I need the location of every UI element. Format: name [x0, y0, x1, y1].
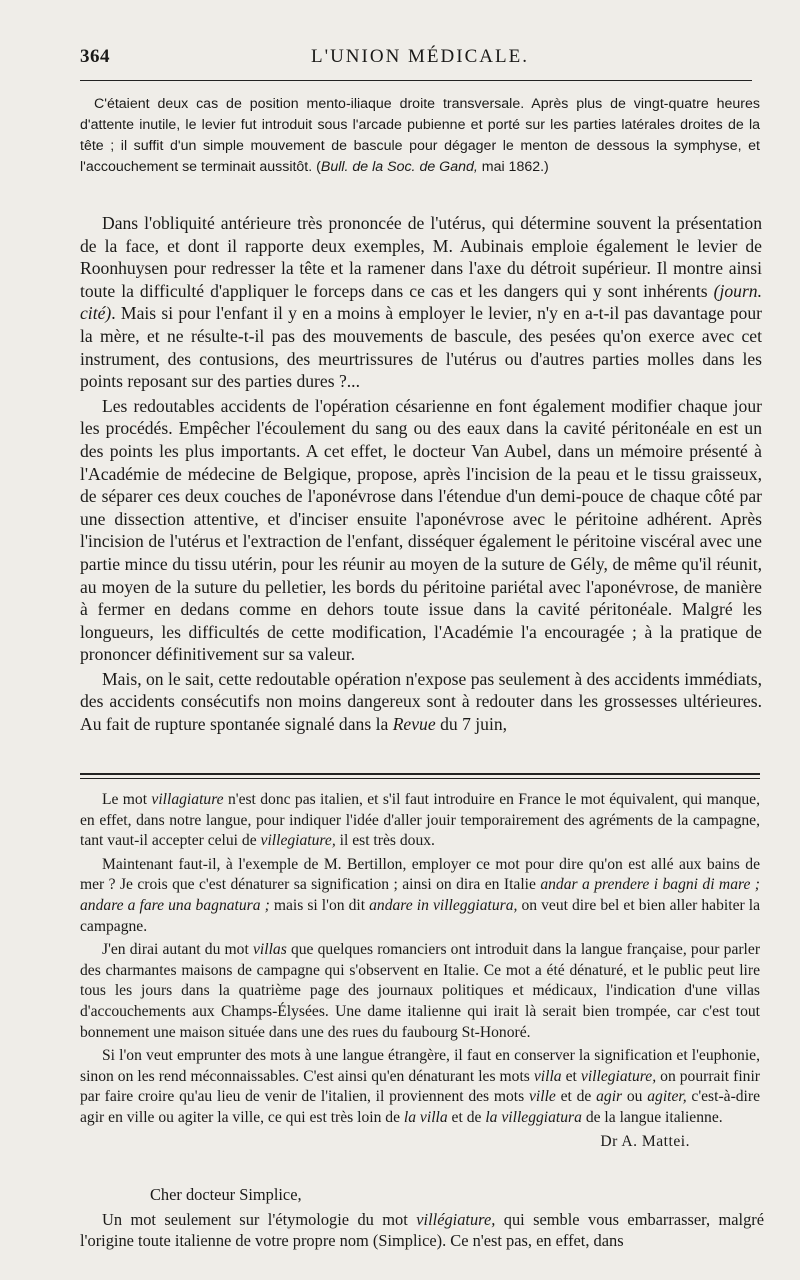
page-header: [80, 46, 760, 74]
quote-paragraph: C'étaient deux cas de position mento-iliaque droite transversale. Après plus de vingt-quatre heures d'attente inutile, le levier fut introduit sous l'arcade pubienne et porté sur les parties latérales droites de la tête ; il suffit d'un simple mouvement de bascule pour dégager le menton de dessous la symphyse, et l'accouchement se terminait aussitôt. (Bull. de la Soc. de Gand, mai 1862.): [80, 96, 760, 175]
feuilleton-notes: [80, 790, 760, 1158]
note-paragraph: J'en dirai autant du mot villas que quelques romanciers ont introduit dans la langue française, pour parler des charmantes maisons de campagne qui s'observent en Italie. Ce mot a été dénaturé, et le public peut lire tous les jours dans la quatrième page des journaux politiques et médicaux, l'indication d'une villas d'accouchements aux Champs-Élysées. Une dame italienne qui irait là serait bien trompée, car c'est tout bonnement une maison située dans une des rues du faubourg St-Honoré.: [80, 941, 761, 1041]
section-divider: [80, 773, 760, 779]
citation: Bull. de la Soc. de Gand,: [320, 159, 478, 175]
author-signature: Dr A. Mattei.: [600, 1132, 690, 1150]
quoted-passage: [80, 94, 760, 178]
note-paragraph: Le mot villagiature n'est donc pas italien, et s'il faut introduire en France le mot équivalent, qui manque, en effet, dans notre langue, pour indiquer l'idée d'aller jouir temporairement des agréments de la campagne, tant vaut-il accepter celui de villegiature, il est très doux.: [80, 791, 760, 850]
note-paragraph: Maintenant faut-il, à l'exemple de M. Bertillon, employer ce mot pour dire qu'on est allé aux bains de mer ? Je crois que c'est dénaturer sa signification ; ainsi on dira en Italie andar a prendere i bagni di mare ; andare a fare una bagnatura ; mais si l'on dit andare in villeggiatura, on veut dire bel et bien aller habiter la campagne.: [80, 855, 761, 935]
main-text: [80, 212, 762, 738]
letter-salutation: Cher docteur Simplice,: [150, 1185, 302, 1204]
page-number: 364: [80, 46, 110, 67]
letter-section: [80, 1184, 764, 1252]
header-rule: [80, 80, 752, 81]
journal-title: L'UNION MÉDICALE.: [311, 46, 529, 67]
main-paragraph: Dans l'obliquité antérieure très prononcée de l'utérus, qui détermine souvent la présentation de la face, et dont il rapporte deux exemples, M. Aubinais emploie également le levier de Roonhuysen pour redresser la tête et la ramener dans l'axe du détroit supérieur. Il montre ainsi toute la difficulté d'appliquer le forceps dans ce cas et les dangers qui y sont inhérents (journ. cité). Mais si pour l'enfant il y en a moins à employer le levier, n'y en a-t-il pas davantage pour la mère, et ne résulte-t-il pas des mouvements de bascule, des pesées qu'on exerce avec cet instrument, des contusions, des meurtrissures de l'utérus ou d'autres parties molles dans les points reposant sur des parties dures ?...: [80, 213, 762, 392]
journal-reference: Revue: [392, 714, 436, 735]
citation: (journ. cité): [80, 280, 762, 324]
letter-paragraph: Un mot seulement sur l'étymologie du mot villégiature, qui semble vous embarrasser, malgré l'origine toute italienne de votre propre nom (Simplice). Ce n'est pas, en effet, dans: [80, 1209, 765, 1250]
main-paragraph: Les redoutables accidents de l'opération césarienne en font également modifier chaque jour les procédés. Empêcher l'écoulement du sang ou des eaux dans la cavité péritonéale en est un des points les plus importants. A cet effet, le docteur Van Aubel, dans un mémoire présenté à l'Académie de médecine de Belgique, propose, après l'incision de la peau et le tissu graisseux, de séparer ces deux couches de l'aponévrose dans l'étendue d'un demi-pouce de chaque côté par une dissection attentive, et d'inciser ensuite l'aponévrose avec le péritoine adhérent. Après l'incision de l'utérus et l'extraction de l'enfant, disséquer également le péritoine viscéral avec une partie mince du tissu utérin, pour les réunir au moyen de la suture de Gély, de même qu'il réunit, au moyen de la suture du pelletier, les bords du péritoine pariétal avec l'aponévrose, de manière à fermer en dedans comme en dehors toute issue dans la cavité péritonéale. Malgré les longueurs, les difficultés de cette modification, l'Académie l'a encouragée ; à la pratique de prononcer définitivement sur sa valeur.: [80, 395, 762, 665]
note-paragraph: Si l'on veut emprunter des mots à une langue étrangère, il faut en conserver la signification et l'euphonie, sinon on les rend méconnaissables. C'est ainsi qu'en dénaturant les mots villa et villegiature, on pourrait finir par faire croire qu'au lieu de venir de l'italien, il proviennent des mots ville et de agir ou agiter, c'est-à-dire agir en ville ou agiter la ville, ce qui est très loin de la villa et de la villeggiatura de la langue italienne.: [80, 1047, 761, 1126]
main-paragraph: Mais, on le sait, cette redoutable opération n'expose pas seulement à des accidents immédiats, des accidents consécutifs non moins dangereux sont à redouter dans les grossesses ultérieures. Au fait de rupture spontanée signalé dans la Revue du 7 juin,: [80, 668, 762, 735]
